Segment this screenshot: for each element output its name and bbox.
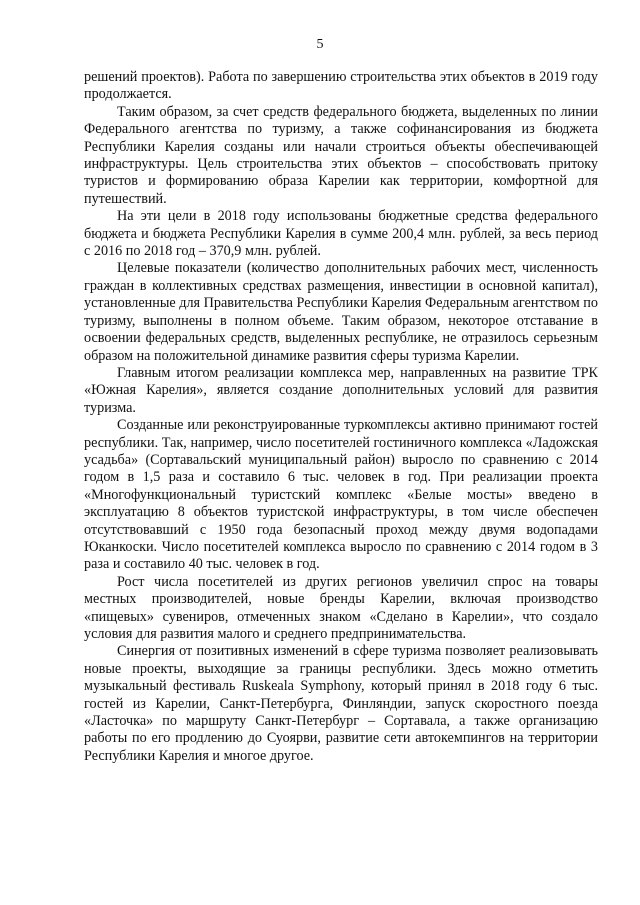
body-text (84, 69, 598, 765)
paragraph-5: Главным итогом реализации комплекса мер, направленных на развитие ТРК «Южная Карелия», является создание дополнительных условий для развития туризма. (84, 364, 598, 416)
paragraph-3: На эти цели в 2018 году использованы бюджетные средства федерального бюджета и бюджета Республики Карелия в сумме 200,4 млн. рублей, за весь период с 2016 по 2018 год – 370,9 млн. рублей. (84, 208, 598, 260)
paragraph-8: Синергия от позитивных изменений в сфере туризма позволяет реализовывать новые проекты, выходящие за границы республики. Здесь можно отметить музыкальный фестиваль Ruskeala Symphony, который принял в 2018 году 6 тыс. гостей из Карелии, Санкт-Петербурга, Финляндии, запуск скоростного поезда «Ласточка» по маршруту Санкт-Петербург – Сортавала, а также организацию работы по его продлению до Суоярви, развитие сети автокемпингов на территории Республики Карелия и многое другое. (84, 643, 598, 764)
paragraph-4: Целевые показатели (количество дополнительных рабочих мест, численность граждан в коллективных средствах размещения, инвестиции в основной капитал), установленные для Правительства Республики Карелия Федеральным агентством по туризму, выполнены в полном объеме. Таким образом, некоторое отставание в освоении федеральных средств, выделенных республике, не отразилось серьезным образом на положительной динамике развития сферы туризма Карелии. (84, 260, 598, 364)
page-number: 5 (316, 37, 324, 52)
paragraph-1: решений проектов). Работа по завершению строительства этих объектов в 2019 году продолжается. (84, 69, 598, 103)
paragraph-6: Созданные или реконструированные туркомплексы активно принимают гостей республики. Так, например, число посетителей гостиничного комплекса «Ладожская усадьба» (Сортавальский муниципальный район) выросло по сравнению с 2014 годом в 1,5 раза и составило 6 тыс. человек в год. При реализации проекта «Многофункциональный туристский комплекс «Белые мосты» введено в эксплуатацию 8 объектов туристской инфраструктуры, в том числе обеспечен отсутствовавший с 1950 года безопасный проход между двумя водопадами Юканкоски. Число посетителей комплекса выросло по сравнению с 2014 годом в 3 раза и составило 40 тыс. человек в год. (84, 417, 598, 573)
paragraph-7: Рост числа посетителей из других регионов увеличил спрос на товары местных производителей, новые бренды Карелии, включая производство «пищевых» сувениров, отмеченных знаком «Сделано в Карелии», что создало условия для развития малого и среднего предпринимательства. (84, 573, 598, 642)
paragraph-2: Таким образом, за счет средств федерального бюджета, выделенных по линии Федерального агентства по туризму, а также софинансирования из бюджета Республики Карелия созданы или начали строиться объекты обеспечивающей инфраструктуры. Цель строительства этих объектов – способствовать притоку туристов и формированию образа Карелии как территории, комфортной для путешествий. (84, 103, 598, 207)
